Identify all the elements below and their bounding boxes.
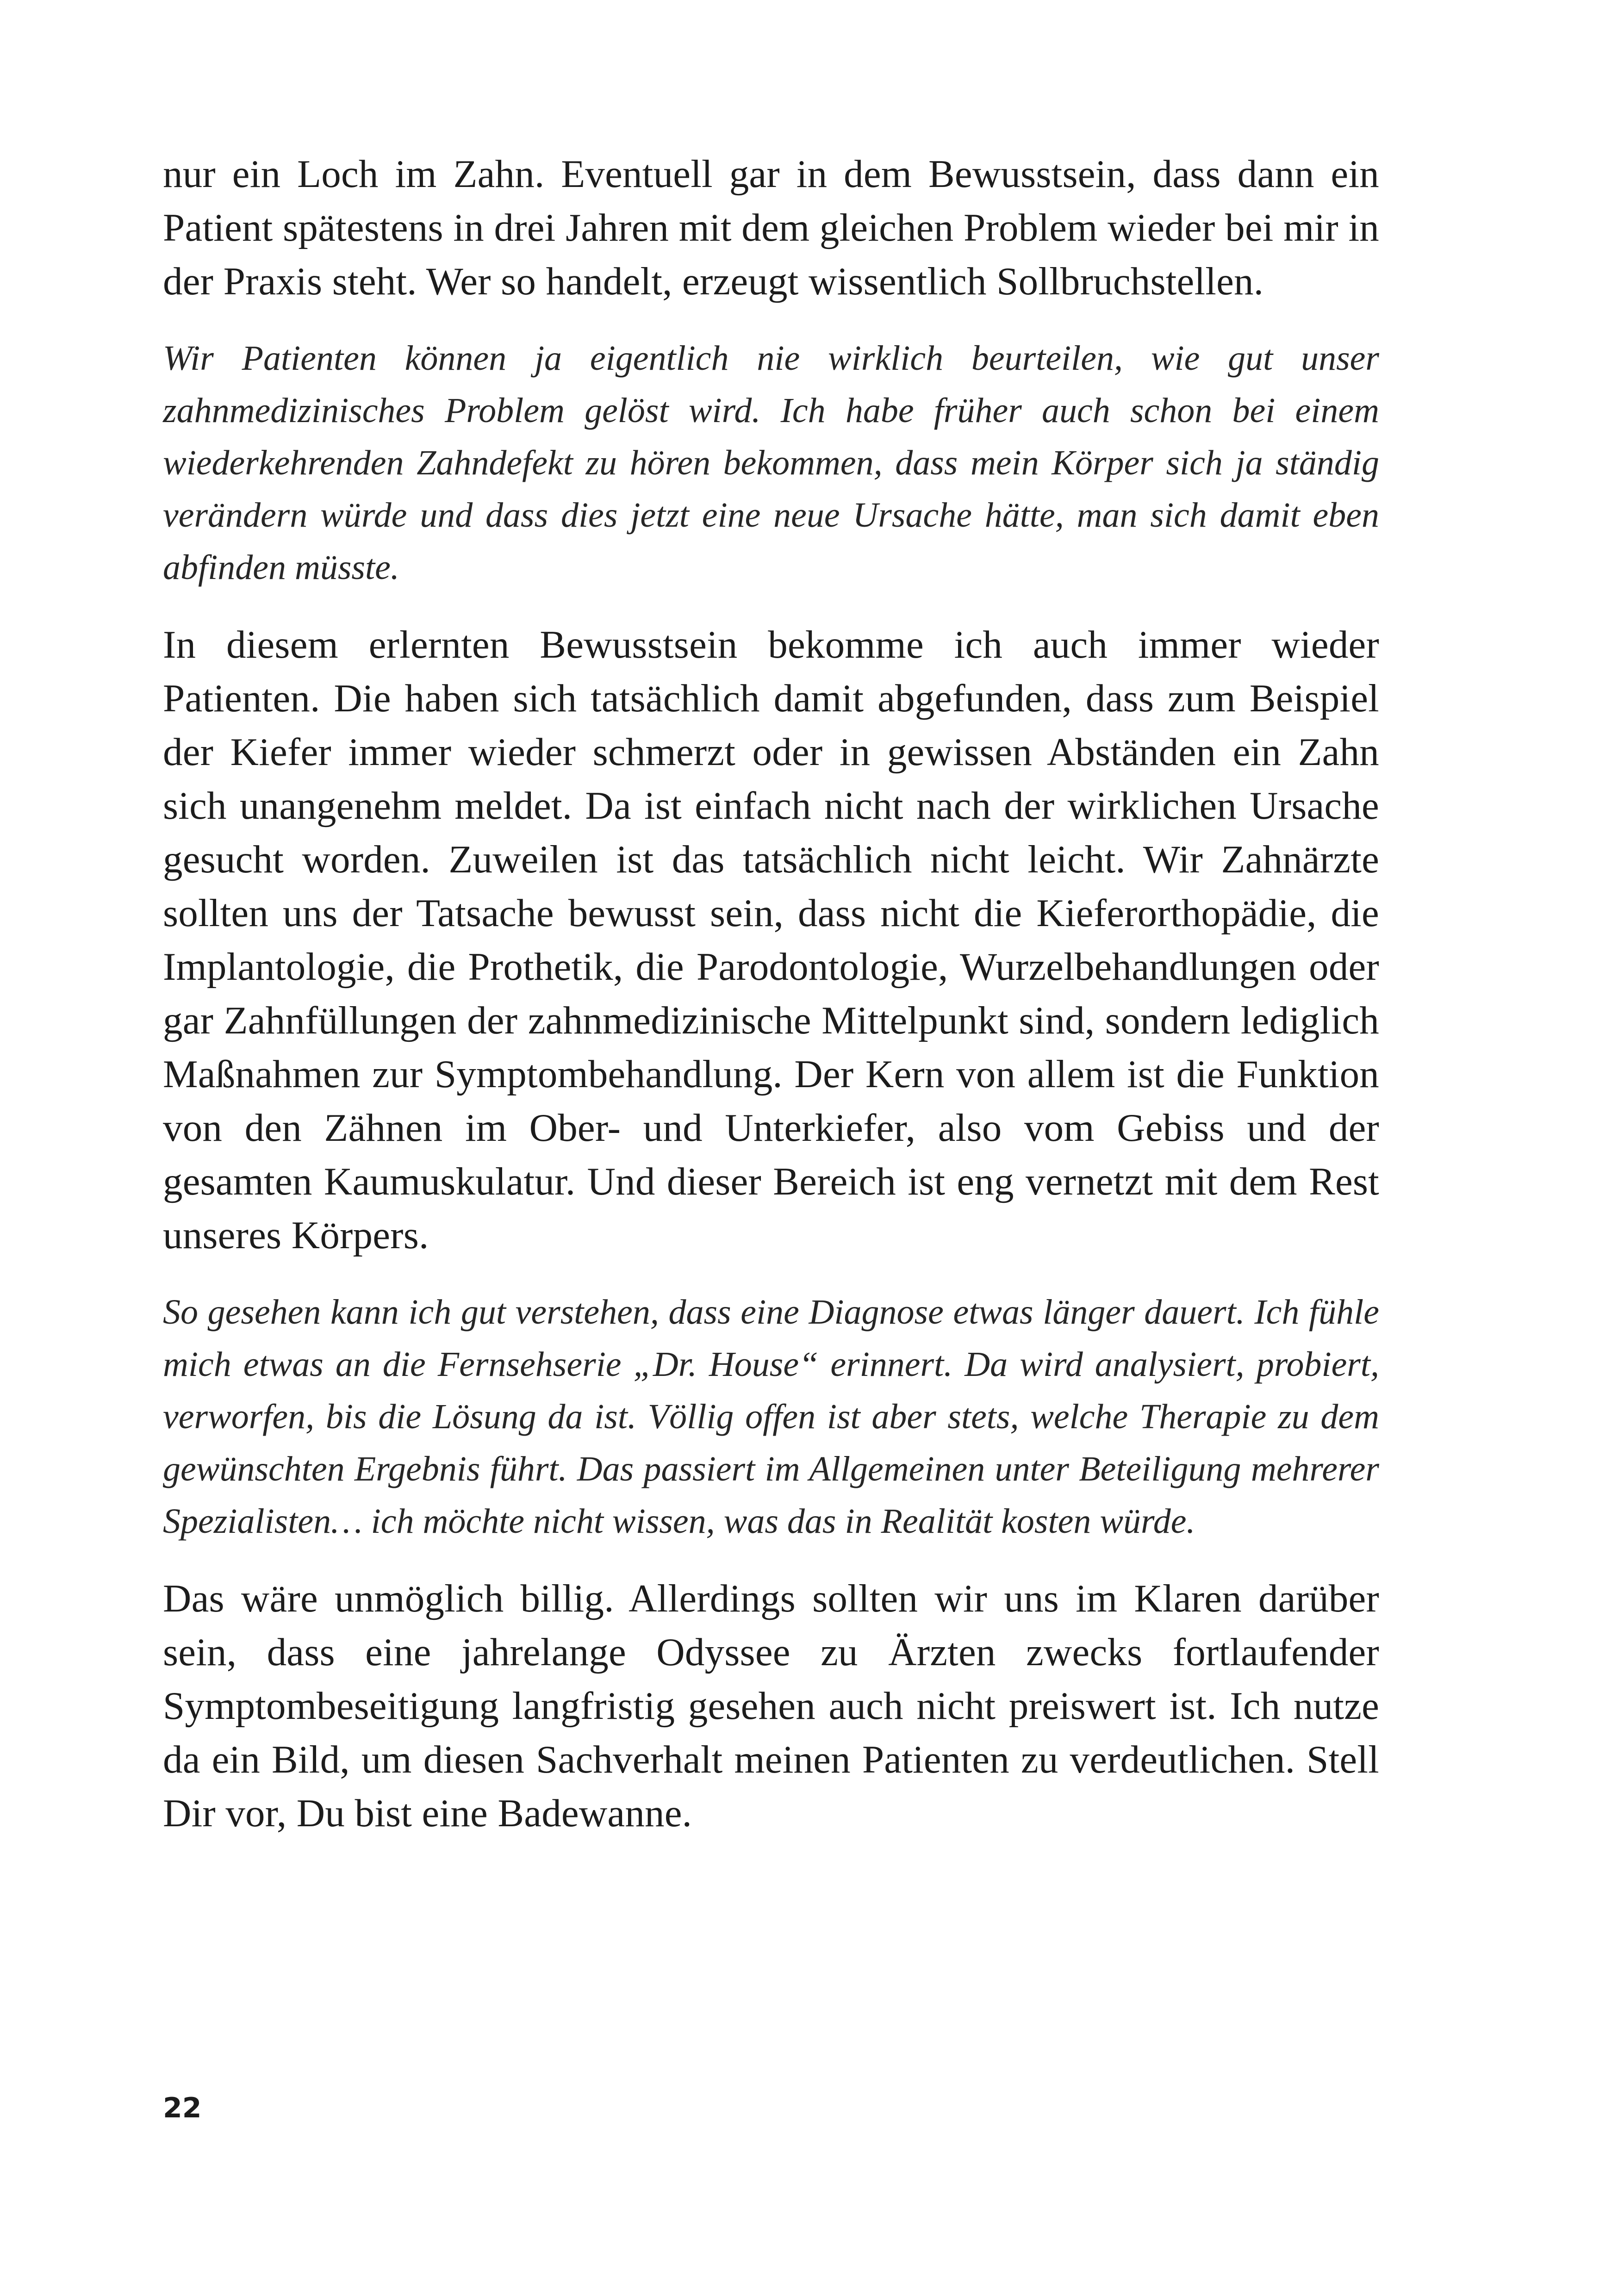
italic-question-paragraph: Wir Patienten können ja eigentlich nie wirklich beurteilen, wie gut unser zahnmedizinisches Problem gelöst wird. Ich habe früher auch schon bei einem wiederkehrenden Zahndefekt zu hören bekommen, dass mein Körper sich ja ständig verändern würde und dass dies jetzt eine neue Ursache hätte, man sich damit eben abfinden müsste. bbox=[163, 339, 1379, 587]
body-paragraph: nur ein Loch im Zahn. Eventuell gar in dem Bewusstsein, dass dann ein Patient spätestens in drei Jahren mit dem gleichen Problem wieder bei mir in der Praxis steht. Wer so handelt, erzeugt wissentlich Sollbruchstellen. bbox=[163, 152, 1379, 303]
page-number: 22 bbox=[163, 2092, 202, 2124]
page-body bbox=[163, 147, 1379, 1864]
italic-question-paragraph: So gesehen kann ich gut verstehen, dass eine Diagnose etwas länger dauert. Ich fühle mich etwas an die Fernsehserie „Dr. House“ erinnert. Da wird analysiert, probiert, verworfen, bis die Lösung da ist. Völlig offen ist aber stets, welche Therapie zu dem gewünschten Ergebnis führt. Das passiert im Allgemeinen unter Beteiligung mehrerer Spezialisten… ich möchte nicht wissen, was das in Realität kosten würde. bbox=[163, 1293, 1379, 1541]
body-paragraph: In diesem erlernten Bewusstsein bekomme ich auch immer wieder Patienten. Die haben sich tatsächlich damit abgefunden, dass zum Beispiel der Kiefer immer wieder schmerzt oder in gewissen Abständen ein Zahn sich unangenehm meldet. Da ist einfach nicht nach der wirklichen Ursache gesucht worden. Zuweilen ist das tatsächlich nicht leicht. Wir Zahnärzte sollten uns der Tatsache bewusst sein, dass nicht die Kieferorthopädie, die Implantologie, die Prothetik, die Parodontologie, Wurzelbehandlungen oder gar Zahnfüllungen der zahnmedizinische Mittelpunkt sind, sondern lediglich Maßnahmen zur Symptombehandlung. Der Kern von allem ist die Funktion von den Zähnen im Ober- und Unterkiefer, also vom Gebiss und der gesamten Kaumuskulatur. Und dieser Bereich ist eng vernetzt mit dem Rest unseres Körpers. bbox=[163, 623, 1379, 1257]
body-paragraph: Das wäre unmöglich billig. Allerdings sollten wir uns im Klaren darüber sein, dass eine jahrelange Odyssee zu Ärzten zwecks fortlaufender Symptombeseitigung langfristig gesehen auch nicht preiswert ist. Ich nutze da ein Bild, um diesen Sachverhalt meinen Patienten zu verdeutlichen. Stell Dir vor, Du bist eine Badewanne. bbox=[163, 1577, 1379, 1835]
